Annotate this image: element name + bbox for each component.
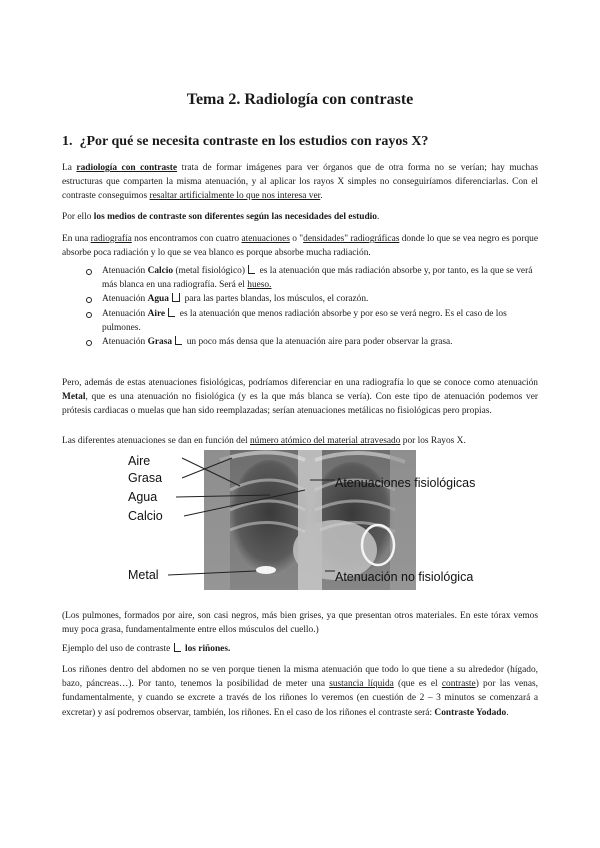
u-glyph-icon [172, 293, 180, 302]
paragraph-metal: Pero, además de estas atenuaciones fisiológicas, podríamos diferenciar en una radiografía lo que se conoce como atenuación Metal, que es una atenuación no fisiológica (y es la que más blanca se vería). Con este tipo de atenuación podemos ver prótesis cardiacas o muelas que han sido reemplazadas; serían atenuaciones metálicas no fisiológicas pero propias. [62, 378, 538, 417]
paragraph-intro: La radiología con contraste trata de formar imágenes para ver órganos que de otra forma no se verían; hay muchas estructuras que comparten la misma atenuación, y al aplicar los rayos X simples no conseguiríamos diferenciarlas. Con el contraste conseguimos resaltar artificialmente lo que nos interesa ver. [62, 163, 539, 202]
page-title: Tema 2. Radiología con contraste [186, 91, 414, 108]
label-calcio: Calcio [128, 509, 163, 523]
l-glyph-icon [174, 643, 181, 652]
label-agua: Agua [128, 490, 158, 504]
bullet-icon [86, 297, 92, 303]
chest-xray-figure [120, 450, 496, 590]
paragraph-atenuaciones: En una radiografía nos encontramos con cuatro atenuaciones o "densidades" radiográficas donde lo que se vea negro es porque absorbe poca radiación y lo que se vea blanco es porque absorbe mucha radiación. [62, 234, 538, 259]
bullet-icon [86, 312, 92, 318]
l-glyph-icon [248, 265, 255, 274]
l-glyph-icon [168, 308, 175, 317]
bullet-icon [86, 269, 92, 275]
section-number: 1. [62, 134, 73, 149]
label-atenuaciones-fisiologicas: Atenuaciones fisiológicas [335, 476, 476, 490]
list-item: Atenuación Agua para las partes blandas, los músculos, el corazón. [84, 292, 538, 306]
paragraph-ejemplo: Ejemplo del uso de contraste los riñones. [62, 644, 231, 654]
paragraph-medios: Por ello los medios de contraste son diferentes según las necesidades del estudio. [62, 212, 380, 222]
list-item: Atenuación Calcio (metal fisiológico) es la atenuación que más radiación absorbe y, por tanto, es la que se verá más blanca en una radiografía. Será el hueso. [84, 264, 538, 292]
term-resaltar: resaltar artificialmente lo que nos interesa ver [149, 191, 321, 202]
section-heading-text: ¿Por qué se necesita contraste en los estudios con rayos X? [79, 134, 429, 149]
label-atenuacion-no-fisiologica: Atenuación no fisiológica [335, 570, 474, 584]
bullet-icon [86, 340, 92, 346]
label-metal: Metal [128, 568, 159, 582]
list-item: Atenuación Grasa un poco más densa que la atenuación aire para poder observar la grasa. [84, 335, 538, 349]
paragraph-rinones: Los riñones dentro del abdomen no se ven porque tienen la misma atenuación que todo lo que tiene a su alrededor (hígado, bazo, páncreas…). Por tanto, tenemos la posibilidad de meter una sustancia líquida (que es el contraste) por las venas, fundamentalmente, y cuando se excrete a través de los riñones lo veremos (en cuestión de 2 – 3 minutos se comenzará a excretar) y así podremos observar, también, los riñones. En el caso de los riñones el contraste será: Contraste Yodado. [62, 665, 539, 718]
paragraph-numero-atomico: Las diferentes atenuaciones se dan en función del número atómico del material atravesado por los Rayos X. [62, 436, 466, 446]
list-item: Atenuación Aire es la atenuación que menos radiación absorbe y por eso se verá negro. Es el caso de los pulmones. [84, 307, 538, 335]
paragraph-pulmones: (Los pulmones, formados por aire, son casi negros, más bien grises, ya que presentan otros materiales. En este tórax vemos muy poca grasa, fundamentalmente entre ellos músculos del cuello.) [62, 611, 538, 636]
section-heading [62, 134, 428, 150]
chest-xray-image [120, 450, 496, 590]
label-aire: Aire [128, 454, 151, 468]
attenuation-list [84, 264, 538, 349]
label-grasa: Grasa [128, 471, 163, 485]
term-radiologia-contraste: radiología con contraste [76, 163, 178, 173]
l-glyph-icon [175, 336, 182, 345]
